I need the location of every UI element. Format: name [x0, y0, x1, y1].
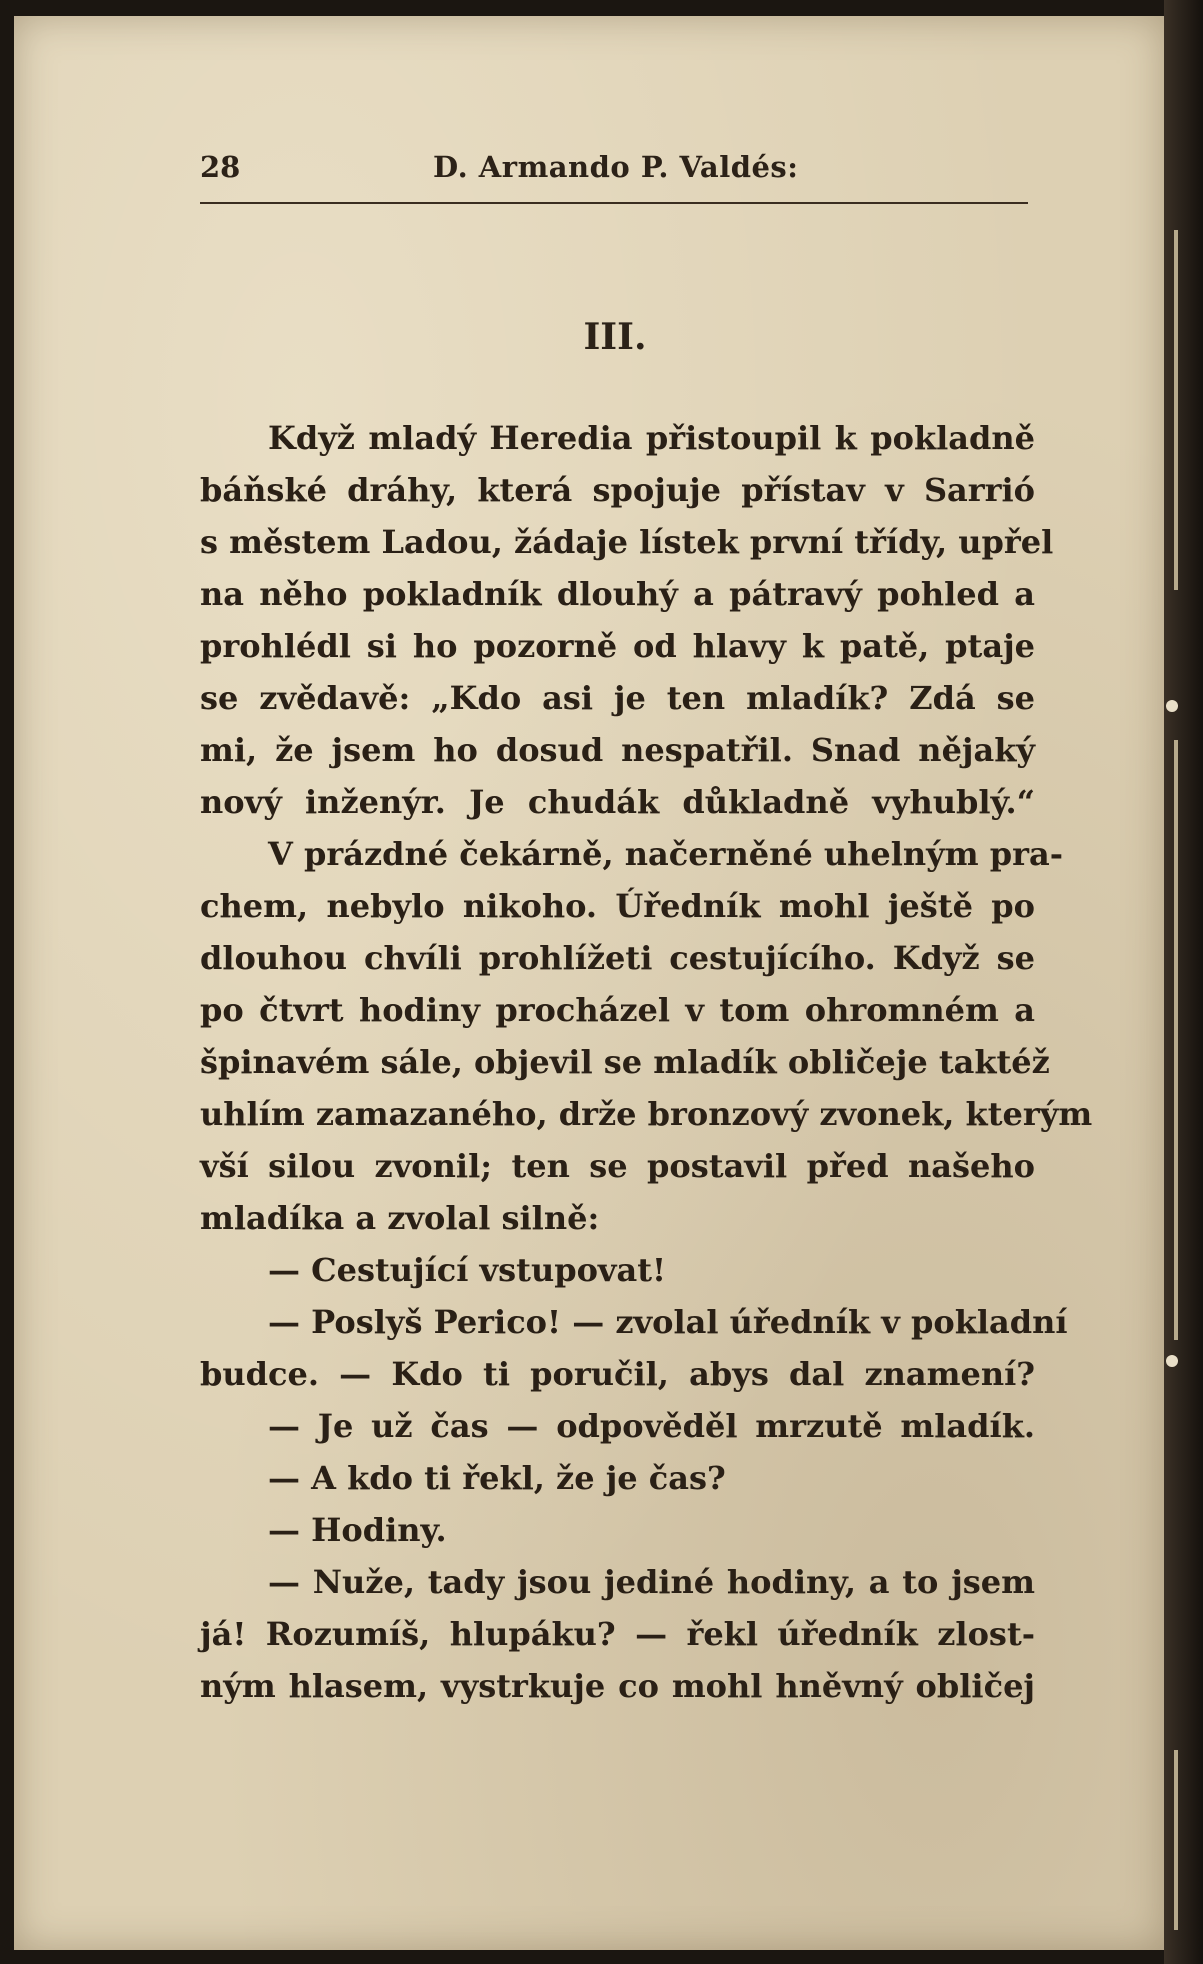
edge-mark	[1166, 1355, 1178, 1367]
body-text	[200, 412, 1093, 1712]
chapter-number: III.	[583, 316, 647, 358]
header-rule	[200, 202, 1028, 204]
text-line: — Cestující vstupovat!	[268, 1251, 667, 1289]
text-line: vší silou zvonil; ten se postavil před našeho	[200, 1147, 1035, 1185]
text-line: s městem Ladou, žádaje lístek první třídy, upřel	[200, 523, 1054, 561]
edge-mark	[1166, 700, 1178, 712]
page-edge-strip-middle	[1174, 740, 1178, 1340]
text-line: já! Rozumíš, hlupáku? — řekl úředník zlost-	[200, 1615, 1035, 1653]
text-line: uhlím zamazaného, drže bronzový zvonek, kterým	[200, 1095, 1093, 1133]
text-line: dlouhou chvíli prohlížeti cestujícího. Když se	[200, 939, 1035, 977]
text-line: báňské dráhy, která spojuje přístav v Sarrió	[200, 471, 1035, 509]
text-line: mladíka a zvolal silně:	[200, 1199, 600, 1237]
page-edge-strip-upper	[1174, 230, 1178, 590]
running-head	[200, 150, 1030, 194]
text-line: — Poslyš Perico! — zvolal úředník v pokladní	[268, 1303, 1068, 1341]
text-line: — Nuže, tady jsou jediné hodiny, a to jsem	[268, 1563, 1035, 1601]
text-line: po čtvrt hodiny procházel v tom ohromném a	[200, 991, 1035, 1029]
text-line: chem, nebylo nikoho. Úředník mohl ještě po	[200, 887, 1035, 925]
text-line: — Je už čas — odpověděl mrzutě mladík.	[268, 1407, 1035, 1445]
running-title: D. Armando P. Valdés:	[433, 150, 799, 184]
text-line: mi, že jsem ho dosud nespatřil. Snad nějaký	[200, 731, 1035, 769]
page-number: 28	[200, 150, 241, 184]
text-line: nový inženýr. Je chudák důkladně vyhublý.“	[200, 783, 1035, 821]
text-line: ným hlasem, vystrkuje co mohl hněvný obličej	[200, 1667, 1035, 1705]
text-line: špinavém sále, objevil se mladík obličeje taktéž	[200, 1043, 1050, 1081]
page-edge-strip-lower	[1174, 1750, 1178, 1930]
text-line: — A kdo ti řekl, že je čas?	[268, 1459, 726, 1497]
text-line: — Hodiny.	[268, 1511, 447, 1549]
text-line: Když mladý Heredia přistoupil k pokladně	[268, 419, 1035, 457]
text-line: V prázdné čekárně, načerněné uhelným pra-	[268, 835, 1064, 873]
text-line: budce. — Kdo ti poručil, abys dal znamení?	[200, 1355, 1035, 1393]
text-line: prohlédl si ho pozorně od hlavy k patě, ptaje	[200, 627, 1035, 665]
book-spine-edge	[1164, 0, 1203, 1964]
text-line: se zvědavě: „Kdo asi je ten mladík? Zdá se	[200, 679, 1035, 717]
text-line: na něho pokladník dlouhý a pátravý pohled a	[200, 575, 1035, 613]
